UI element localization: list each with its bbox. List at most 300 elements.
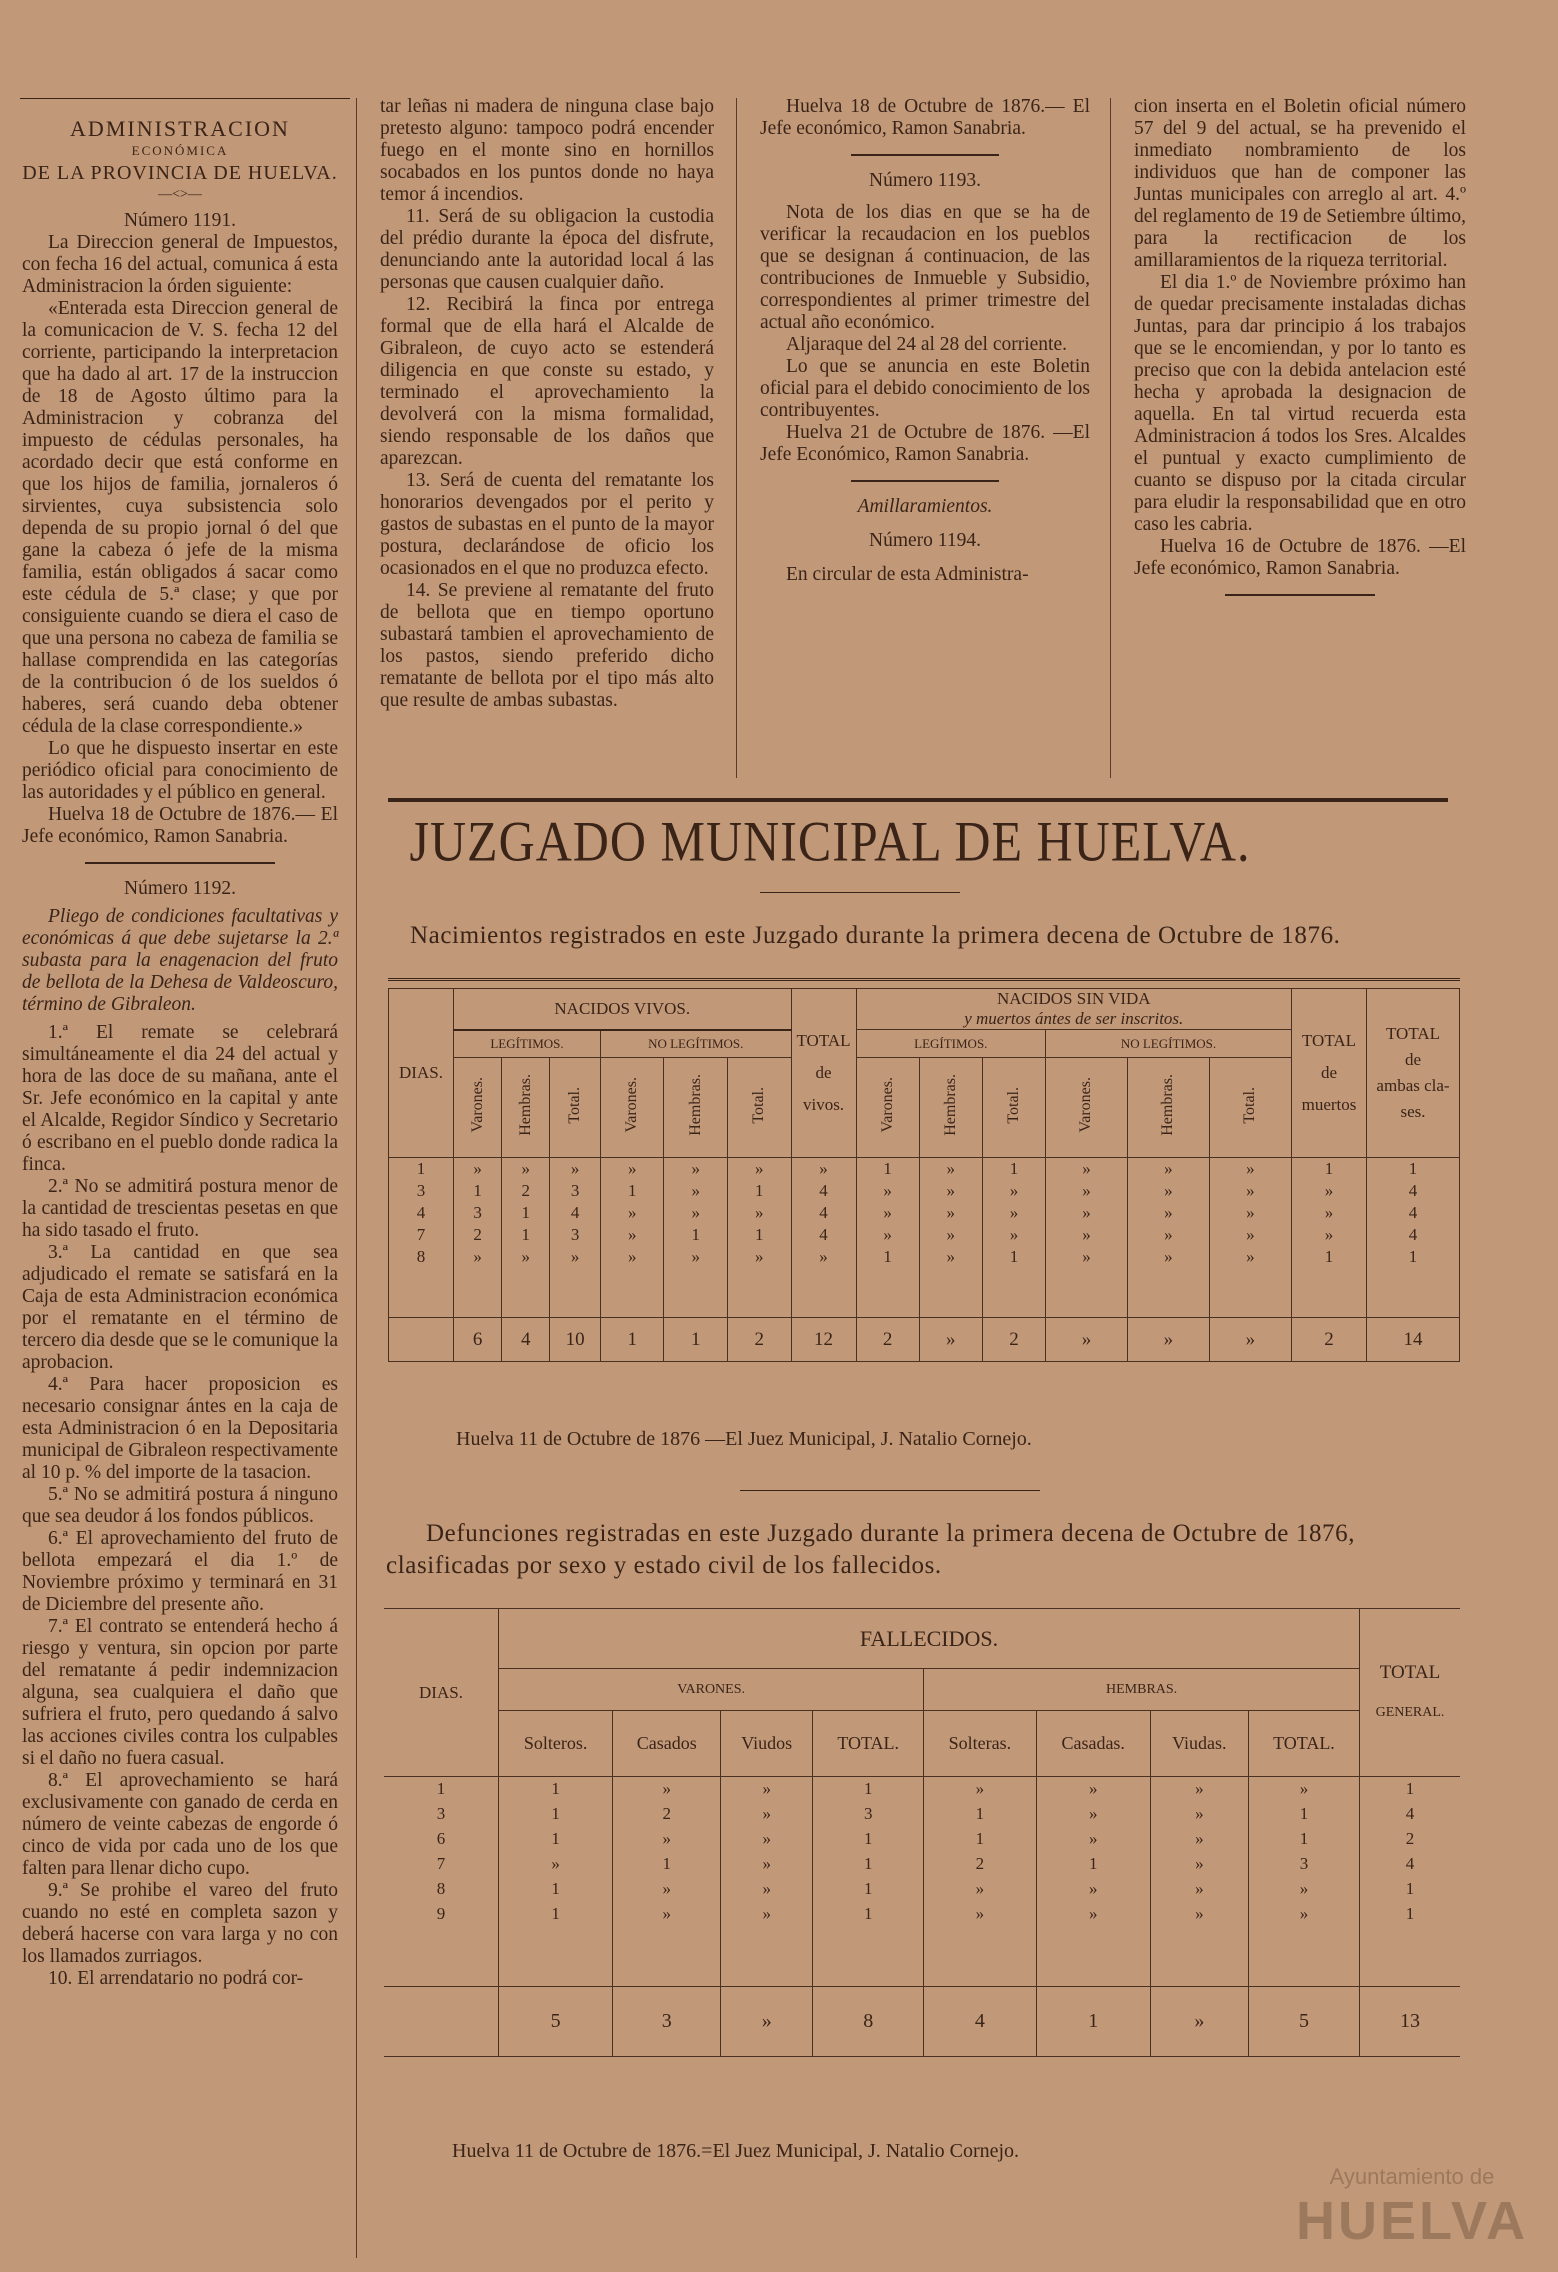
table-cell: »: [721, 1902, 813, 1927]
paragraph: La Direccion general de Impuestos, con fecha 16 del actual, comunica á esta Administracion la órden siguiente:: [22, 232, 338, 297]
table-cell: »: [1036, 1877, 1150, 1902]
total-cell: [389, 1318, 454, 1362]
table-cell: 4: [1367, 1180, 1460, 1202]
deaths-title: Defunciones registradas en este Juzgado durante la primera decena de Octubre de 1876, clasificadas por sexo y estado civil de los fallecidos.: [386, 1520, 1356, 1579]
header-text: Hembras.: [1159, 1074, 1177, 1136]
births-footer: Huelva 11 de Octubre de 1876 —El Juez Municipal, J. Natalio Cornejo.: [456, 1428, 1032, 1450]
col-header: [550, 1058, 601, 1158]
table-cell: [721, 1927, 813, 1987]
table-cell: »: [1292, 1180, 1367, 1202]
total-cell: 1: [1036, 1987, 1150, 2057]
column-3: [760, 96, 1090, 586]
paragraph: Lo que se anuncia en este Boletin oficial para el debido conocimiento de los contribuyentes.: [760, 356, 1090, 421]
table-cell: »: [919, 1158, 982, 1180]
table-cell: 1: [613, 1852, 721, 1877]
total-cell: 8: [813, 1987, 924, 2057]
header-text: TOTAL: [1301, 1031, 1357, 1050]
table-cell: [1209, 1268, 1291, 1318]
table-cell: [919, 1268, 982, 1318]
table-cell: 1: [813, 1902, 924, 1927]
total-cell: 2: [856, 1318, 919, 1362]
table-cell: »: [1036, 1902, 1150, 1927]
header-text: Varones.: [878, 1077, 896, 1133]
col-header: NACIDOS VIVOS.: [454, 989, 792, 1030]
col-header: TOTAL.: [813, 1711, 924, 1777]
table-cell: »: [1209, 1224, 1291, 1246]
table-cell: 1: [813, 1777, 924, 1802]
table-cell: »: [982, 1224, 1045, 1246]
table-cell: »: [982, 1180, 1045, 1202]
paragraph: El dia 1.º de Noviembre próximo han de quedar precisamente instaladas dichas Juntas, para dar principio á los trabajos que se le encomiendan, y por lo tanto es preciso que con la debida antelacion esté hecha y aprobada la designacion de aquella. En tal virtud recuerda esta Administracion á todos los Sres. Alcaldes el puntual y exacto cumplimiento de cuanto se dispuso por la citada circular para eludir la responsabilidad que en otro caso les cabria.: [1134, 272, 1466, 535]
header-text: GENERAL.: [1375, 1704, 1445, 1720]
total-cell: 10: [550, 1318, 601, 1362]
clause: 1.ª El remate se celebrará simultáneamente el dia 24 del actual y hora de las doce de su mañana, ante el Sr. Jefe económico en la capital y ante el Alcalde, Regidor Síndico y Secretario ó escribano en el pueblo donde radica la finca.: [22, 1022, 338, 1175]
table-cell: [791, 1268, 856, 1318]
table-cell: [1127, 1268, 1209, 1318]
total-cell: 1: [664, 1318, 728, 1362]
number-1193: Número 1193.: [869, 170, 981, 191]
table-cell: 1: [924, 1802, 1036, 1827]
table-cell: 1: [384, 1777, 499, 1802]
col-header: DIAS.: [389, 989, 454, 1158]
table-cell: [728, 1268, 792, 1318]
table-cell: 4: [389, 1202, 454, 1224]
table-row: [389, 1180, 1460, 1202]
table-cell: 1: [813, 1827, 924, 1852]
table-cell: 4: [791, 1202, 856, 1224]
table-cell: 3: [389, 1180, 454, 1202]
table-cell: 1: [499, 1902, 613, 1927]
table-cell: 7: [384, 1852, 499, 1877]
table-cell: »: [1046, 1180, 1128, 1202]
table-row: [389, 1158, 1460, 1180]
header-text: Total.: [1241, 1086, 1259, 1124]
col-header: [600, 1058, 664, 1158]
header-text: Total.: [566, 1086, 584, 1124]
number-1192: Número 1192.: [124, 878, 236, 899]
col-header: LEGÍTIMOS.: [454, 1030, 601, 1058]
table-cell: 1: [924, 1827, 1036, 1852]
table-cell: [982, 1268, 1045, 1318]
table-cell: 1: [1360, 1902, 1461, 1927]
column-4: [1134, 96, 1466, 610]
table-cell: 1: [982, 1158, 1045, 1180]
table-cell: 4: [550, 1202, 601, 1224]
total-cell: 3: [613, 1987, 721, 2057]
header-text: Total.: [1004, 1086, 1022, 1124]
table-cell: [1360, 1927, 1461, 1987]
table-cell: »: [1127, 1158, 1209, 1180]
table-cell: »: [1209, 1202, 1291, 1224]
table-cell: »: [1127, 1246, 1209, 1268]
header-text: TOTAL: [1385, 1024, 1441, 1043]
juzgado-title: JUZGADO MUNICIPAL DE HUELVA.: [409, 808, 1251, 874]
table-cell: [550, 1268, 601, 1318]
table-cell: »: [1150, 1902, 1248, 1927]
watermark-logo: [1296, 2164, 1528, 2252]
table-cell: 3: [1248, 1852, 1359, 1877]
table-cell: »: [1150, 1827, 1248, 1852]
table-cell: 1: [1036, 1852, 1150, 1877]
header-text: Hembras.: [941, 1074, 959, 1136]
table-top-rule: [388, 978, 1460, 981]
table-cell: »: [502, 1158, 550, 1180]
table-cell: 1: [813, 1877, 924, 1902]
table-cell: »: [1209, 1158, 1291, 1180]
table-cell: 1: [1248, 1802, 1359, 1827]
header-text: de: [1320, 1063, 1338, 1082]
top-rule: [20, 98, 350, 99]
table-cell: 7: [389, 1224, 454, 1246]
total-cell: 6: [454, 1318, 502, 1362]
table-cell: 8: [384, 1877, 499, 1902]
table-cell: [813, 1927, 924, 1987]
table-cell: »: [613, 1827, 721, 1852]
table-cell: »: [502, 1246, 550, 1268]
column-1: [22, 118, 338, 1990]
table-cell: 4: [1360, 1802, 1461, 1827]
table-cell: 1: [1248, 1827, 1359, 1852]
table-cell: »: [600, 1158, 664, 1180]
table-cell: 1: [1367, 1158, 1460, 1180]
table-cell: »: [856, 1202, 919, 1224]
table-cell: 4: [791, 1224, 856, 1246]
paragraph: Nota de los dias en que se ha de verificar la recaudacion en los pueblos que se designan á continuacion, de las contribuciones de Inmueble y Subsidio, correspondientes al primer trimestre del actual año económico.: [760, 202, 1090, 333]
table-cell: 2: [502, 1180, 550, 1202]
table-cell: 1: [499, 1777, 613, 1802]
table-cell: »: [856, 1180, 919, 1202]
deaths-footer: Huelva 11 de Octubre de 1876.=El Juez Municipal, J. Natalio Cornejo.: [452, 2140, 1020, 2162]
table-cell: 1: [600, 1180, 664, 1202]
total-cell: 4: [924, 1987, 1036, 2057]
table-cell: 1: [664, 1224, 728, 1246]
table-cell: »: [919, 1224, 982, 1246]
divider: [1225, 594, 1374, 596]
deaths-body: [384, 1777, 1460, 2057]
table-cell: 4: [1367, 1202, 1460, 1224]
spacer-row: [384, 1927, 1460, 1987]
table-cell: 1: [502, 1202, 550, 1224]
table-cell: »: [1292, 1224, 1367, 1246]
table-cell: »: [791, 1158, 856, 1180]
table-cell: 1: [813, 1852, 924, 1877]
table-cell: [613, 1927, 721, 1987]
clause: 14. Se previene al rematante del fruto de bellota que en tiempo oportuno subastará tambien el aprovechamiento de los pastos, siendo preferido dicho rematante de bellota por el tipo más alto que resulte de ambas subastas.: [380, 580, 714, 711]
table-cell: »: [1036, 1802, 1150, 1827]
table-row: [384, 1827, 1460, 1852]
paragraph: Lo que he dispuesto insertar en este periódico oficial para conocimiento de las autoridades y el público en general.: [22, 738, 338, 803]
table-cell: [1036, 1927, 1150, 1987]
admin-title: ADMINISTRACION: [70, 116, 290, 141]
table-cell: »: [1248, 1902, 1359, 1927]
table-cell: 1: [1292, 1158, 1367, 1180]
total-cell: »: [721, 1987, 813, 2057]
table-cell: »: [550, 1158, 601, 1180]
header-text: muertos: [1301, 1095, 1357, 1114]
clause: 8.ª El aprovechamiento se hará exclusivamente con ganado de cerda en número de veinte cabezas de engorde ó cinco de vida por cada uno de los que falten para llenar dicho cupo.: [22, 1770, 338, 1879]
table-cell: »: [924, 1877, 1036, 1902]
table-cell: »: [1150, 1802, 1248, 1827]
deaths-header-row: [384, 1711, 1460, 1777]
table-cell: »: [664, 1158, 728, 1180]
table-row: [384, 1902, 1460, 1927]
separator: —<>—: [158, 187, 202, 202]
table-cell: 8: [389, 1246, 454, 1268]
table-cell: »: [1292, 1202, 1367, 1224]
col-header: [664, 1058, 728, 1158]
table-row: [389, 1246, 1460, 1268]
table-cell: »: [791, 1246, 856, 1268]
table-cell: »: [919, 1180, 982, 1202]
signature: Huelva 18 de Octubre de 1876.— El Jefe económico, Ramon Sanabria.: [760, 96, 1090, 139]
table-row: [389, 1202, 1460, 1224]
table-cell: »: [1036, 1827, 1150, 1852]
section-rule: [388, 798, 1448, 802]
table-cell: »: [721, 1827, 813, 1852]
table-row: [384, 1777, 1460, 1802]
header-text: y muertos ántes de ser inscritos.: [964, 1009, 1184, 1028]
header-text: TOTAL: [1379, 1661, 1441, 1683]
col-header: Solteras.: [924, 1711, 1036, 1777]
table-cell: »: [919, 1202, 982, 1224]
table-cell: »: [1046, 1246, 1128, 1268]
col-header: HEMBRAS.: [924, 1669, 1360, 1711]
table-cell: 2: [1360, 1827, 1461, 1852]
clause: 6.ª El aprovechamiento del fruto de bellota empezará el dia 1.º de Noviembre próximo y terminará en 31 de Diciembre del presente año.: [22, 1528, 338, 1615]
total-cell: 5: [499, 1987, 613, 2057]
table-cell: 2: [924, 1852, 1036, 1877]
table-cell: 3: [550, 1224, 601, 1246]
col-header: [1046, 1058, 1128, 1158]
table-cell: »: [1046, 1224, 1128, 1246]
column-divider: [1110, 98, 1111, 778]
pliego-title: Pliego de condiciones facultativas y económicas á que debe sujetarse la 2.ª subasta para la enagenacion del fruto de bellota de la Dehesa de Valdeoscuro, término de Gibraleon.: [22, 906, 338, 1015]
table-cell: »: [613, 1877, 721, 1902]
table-cell: »: [600, 1202, 664, 1224]
table-cell: »: [728, 1158, 792, 1180]
table-cell: [664, 1268, 728, 1318]
table-cell: 1: [856, 1158, 919, 1180]
table-cell: »: [924, 1777, 1036, 1802]
signature: Huelva 18 de Octubre de 1876.— El Jefe económico, Ramon Sanabria.: [22, 804, 338, 847]
table-cell: 1: [389, 1158, 454, 1180]
col-header: Casadas.: [1036, 1711, 1150, 1777]
table-cell: »: [721, 1852, 813, 1877]
table-cell: [389, 1268, 454, 1318]
col-header: [919, 1058, 982, 1158]
table-cell: »: [1150, 1852, 1248, 1877]
table-cell: »: [1127, 1180, 1209, 1202]
table-cell: »: [613, 1902, 721, 1927]
paragraph: Aljaraque del 24 al 28 del corriente.: [786, 334, 1068, 355]
column-2: [380, 96, 714, 712]
spacer-row: [389, 1268, 1460, 1318]
signature: Huelva 21 de Octubre de 1876. —El Jefe Económico, Ramon Sanabria.: [760, 422, 1090, 465]
table-cell: 1: [1367, 1246, 1460, 1268]
table-cell: »: [728, 1202, 792, 1224]
births-body: [389, 1158, 1460, 1362]
table-cell: 6: [384, 1827, 499, 1852]
header-text: Varones.: [623, 1077, 641, 1133]
table-cell: 2: [613, 1802, 721, 1827]
column-divider: [736, 98, 737, 778]
table-cell: [502, 1268, 550, 1318]
table-cell: »: [1209, 1180, 1291, 1202]
title-ornament: [760, 892, 960, 893]
table-cell: »: [721, 1802, 813, 1827]
watermark-text: Ayuntamiento de: [1329, 2164, 1495, 2189]
number-1194: Número 1194.: [869, 530, 981, 551]
table-cell: »: [600, 1246, 664, 1268]
col-header: Solteros.: [499, 1711, 613, 1777]
clause: 10. El arrendatario no podrá cor-: [48, 1968, 304, 1989]
table-cell: »: [721, 1777, 813, 1802]
table-cell: »: [1248, 1777, 1359, 1802]
table-cell: »: [1248, 1877, 1359, 1902]
clause: 13. Será de cuenta del rematante los honorarios devengados por el perito y gastos de subastas en el punto de la mayor postura, declarándose de oficio los ocasionados en el que no produzca efecto.: [380, 470, 714, 579]
col-header: NO LEGÍTIMOS.: [600, 1030, 791, 1058]
table-cell: 1: [1360, 1877, 1461, 1902]
divider: [851, 480, 1000, 482]
table-cell: »: [613, 1777, 721, 1802]
divider: [851, 154, 1000, 156]
table-cell: [454, 1268, 502, 1318]
header-text: TOTAL: [796, 1031, 851, 1050]
header-text: Total.: [750, 1086, 768, 1124]
table-cell: 1: [1292, 1246, 1367, 1268]
table-cell: 3: [550, 1180, 601, 1202]
total-cell: 2: [982, 1318, 1045, 1362]
total-cell: »: [1150, 1987, 1248, 2057]
total-cell: »: [919, 1318, 982, 1362]
clause: 9.ª Se prohibe el vareo del fruto cuando no esté en completa sazon y deberá hacerse con vara larga y no con los llamados zurriagos.: [22, 1880, 338, 1967]
table-cell: 4: [1367, 1224, 1460, 1246]
table-cell: »: [664, 1246, 728, 1268]
table-cell: »: [550, 1246, 601, 1268]
total-cell: 13: [1360, 1987, 1461, 2057]
col-header: [728, 1058, 792, 1158]
table-cell: 1: [499, 1877, 613, 1902]
table-cell: »: [728, 1246, 792, 1268]
table-cell: »: [664, 1202, 728, 1224]
table-cell: 1: [982, 1246, 1045, 1268]
clause: 5.ª No se admitirá postura á ninguno que sea deudor á los fondos públicos.: [22, 1484, 338, 1527]
table-cell: [1292, 1268, 1367, 1318]
table-cell: »: [982, 1202, 1045, 1224]
table-cell: »: [1209, 1246, 1291, 1268]
amillaramientos-heading: Amillaramientos.: [857, 496, 993, 517]
births-title: Nacimientos registrados en este Juzgado durante la primera decena de Octubre de 1876.: [410, 922, 1341, 949]
table-row: [384, 1877, 1460, 1902]
births-table: [388, 988, 1460, 1362]
table-cell: »: [919, 1246, 982, 1268]
table-cell: 1: [499, 1827, 613, 1852]
col-header: Casados: [613, 1711, 721, 1777]
table-cell: »: [1127, 1224, 1209, 1246]
paragraph: En circular de esta Administra-: [786, 564, 1029, 585]
total-cell: 4: [502, 1318, 550, 1362]
header-text: ses.: [1400, 1102, 1426, 1121]
table-cell: [600, 1268, 664, 1318]
table-cell: 1: [502, 1224, 550, 1246]
clause: 7.ª El contrato se entenderá hecho á riesgo y ventura, sin opcion por parte del rematante á pedir indemnizacion alguna, sea cualquiera el daño que sufriera el fruto, pero quedando á salvo las acciones civiles contra los culpables si el daño no fuera casual.: [22, 1616, 338, 1769]
col-header: [1209, 1058, 1291, 1158]
header-text: de: [1404, 1050, 1422, 1069]
table-row: [389, 1224, 1460, 1246]
table-cell: 3: [813, 1802, 924, 1827]
table-cell: »: [1150, 1877, 1248, 1902]
table-cell: [1248, 1927, 1359, 1987]
table-cell: [1367, 1268, 1460, 1318]
col-header: FALLECIDOS.: [499, 1609, 1360, 1669]
table-cell: 1: [1360, 1777, 1461, 1802]
col-header: [856, 1058, 919, 1158]
number-1191: Número 1191.: [124, 210, 236, 231]
admin-province: DE LA PROVINCIA DE HUELVA.: [22, 162, 338, 184]
table-cell: 4: [791, 1180, 856, 1202]
header-text: NACIDOS SIN VIDA: [996, 989, 1151, 1008]
total-cell: 2: [1292, 1318, 1367, 1362]
table-cell: 1: [728, 1180, 792, 1202]
col-header: [502, 1058, 550, 1158]
admin-subtitle: ECONÓMICA: [131, 143, 229, 158]
header-text: vivos.: [802, 1095, 845, 1114]
table-cell: [1046, 1268, 1128, 1318]
header-text: Varones.: [468, 1077, 486, 1133]
total-cell: »: [1127, 1318, 1209, 1362]
col-header: [791, 989, 856, 1158]
total-cell: 12: [791, 1318, 856, 1362]
table-cell: »: [1036, 1777, 1150, 1802]
totals-row: [389, 1318, 1460, 1362]
table-cell: 2: [454, 1224, 502, 1246]
clause: 2.ª No se admitirá postura menor de la cantidad de trescientas pesetas en que ha sido tasado el fruto.: [22, 1176, 338, 1241]
table-cell: 1: [856, 1246, 919, 1268]
total-cell: »: [1046, 1318, 1128, 1362]
table-cell: »: [454, 1158, 502, 1180]
total-cell: [384, 1987, 499, 2057]
table-cell: [499, 1927, 613, 1987]
header-text: ambas cla-: [1376, 1076, 1450, 1095]
paragraph: tar leñas ni madera de ninguna clase bajo pretesto alguno: tampoco podrá encender fuego en el monte sino en hornillos socabados en los puntos donde no haya temor á incendios.: [380, 96, 714, 205]
col-header: [982, 1058, 1045, 1158]
table-cell: 3: [454, 1202, 502, 1224]
col-header: TOTAL.: [1248, 1711, 1359, 1777]
table-cell: [924, 1927, 1036, 1987]
col-header: VARONES.: [499, 1669, 924, 1711]
total-cell: 1: [600, 1318, 664, 1362]
total-cell: »: [1209, 1318, 1291, 1362]
clause: 11. Será de su obligacion la custodia del prédio durante la época del disfrute, denunciando ante la autoridad local á las personas que causen cualquier daño.: [380, 206, 714, 293]
table-cell: 3: [384, 1802, 499, 1827]
paragraph: «Enterada esta Direccion general de la comunicacion de V. S. fecha 12 del corriente, participando la interpretacion que ha dado al art. 17 de la instruccion de 18 de Agosto último para la Administracion y cobranza del impuesto de cédulas personales, ha acordado decir que está conforme en que los hijos de familia, jornaleros ó sirvientes, cuya subsistencia solo dependa de su propio jornal ó del que gane la cabeza ó jefe de la misma familia, están obligados á sacar como este cédula de 5.ª clase; y que por consiguiente cuando se diera el caso de que una persona no cabeza de familia se hallase comprendida en las categorías de la contribucion ó de los sueldos ó haberes, será cuando deba obtener cédula de la clase correspondiente.»: [22, 298, 338, 737]
table-cell: »: [856, 1224, 919, 1246]
table-cell: 1: [499, 1802, 613, 1827]
table-cell: [384, 1927, 499, 1987]
col-header: [1127, 1058, 1209, 1158]
header-text: Varones.: [1077, 1077, 1095, 1133]
col-header: [1367, 989, 1460, 1158]
totals-row: [384, 1987, 1460, 2057]
table-cell: »: [499, 1852, 613, 1877]
table-cell: 4: [1360, 1852, 1461, 1877]
clause: 12. Recibirá la finca por entrega formal que de ella hará el Alcalde de Gibraleon, de cuyo acto se estenderá diligencia en que conste su estado, y terminado el aprovechamiento la devolverá con la misma formalidad, siendo responsable de los daños que aparezcan.: [380, 294, 714, 469]
clause: 3.ª La cantidad en que sea adjudicado el remate se satisfará en la Caja de esta Administracion económica por el rematante en el término de tercero dia desde que se le comunique la aprobacion.: [22, 1242, 338, 1373]
table-cell: »: [1046, 1202, 1128, 1224]
divider: [740, 1490, 1040, 1491]
total-cell: 5: [1248, 1987, 1359, 2057]
total-cell: 2: [728, 1318, 792, 1362]
